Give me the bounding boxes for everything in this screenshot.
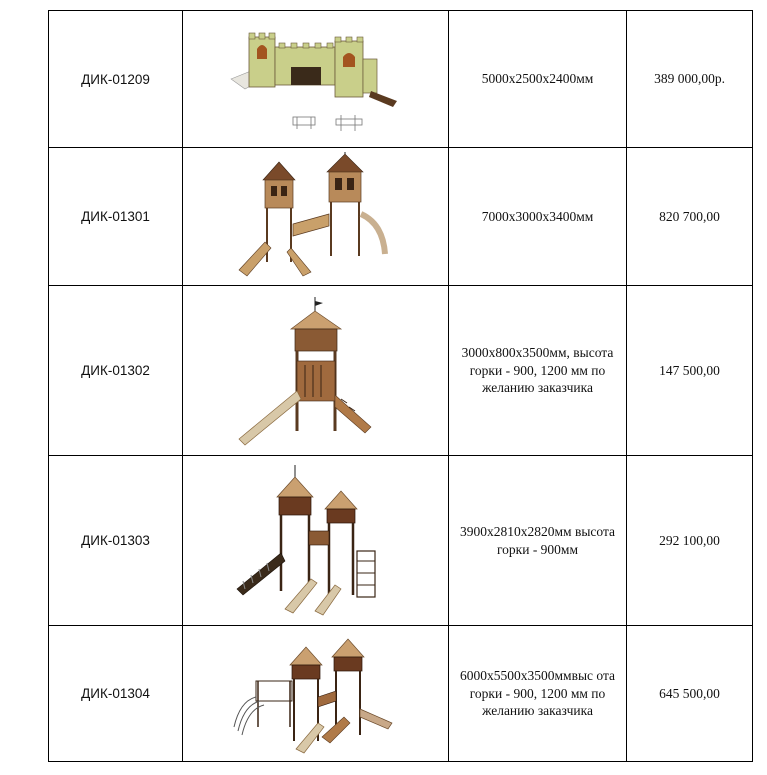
product-table [48, 10, 753, 762]
twin-tower-playground-image [231, 152, 401, 282]
product-size: 5000х2500х2400мм [449, 11, 627, 148]
product-code: ДИК-01301 [49, 148, 183, 286]
single-tower-slide-image [231, 291, 401, 451]
table-row [49, 286, 753, 456]
table-row [49, 11, 753, 148]
product-price: 389 000,00р. [627, 11, 753, 148]
castle-playground-wall-image [221, 19, 411, 139]
product-image-cell [183, 286, 449, 456]
product-price: 292 100,00 [627, 456, 753, 626]
table-row [49, 148, 753, 286]
product-size: 6000х5500х3500ммвыс ота горки - 900, 1200 мм по желанию заказчика [449, 626, 627, 762]
product-code: ДИК-01302 [49, 286, 183, 456]
product-size: 3900х2810х2820мм высота горки - 900мм [449, 456, 627, 626]
product-image-cell [183, 11, 449, 148]
product-price: 147 500,00 [627, 286, 753, 456]
product-image-cell [183, 148, 449, 286]
table-row [49, 626, 753, 762]
product-code: ДИК-01304 [49, 626, 183, 762]
product-code: ДИК-01209 [49, 11, 183, 148]
product-price: 645 500,00 [627, 626, 753, 762]
table-row [49, 456, 753, 626]
product-image-cell [183, 456, 449, 626]
product-size: 7000х3000х3400мм [449, 148, 627, 286]
product-code: ДИК-01303 [49, 456, 183, 626]
product-image-cell [183, 626, 449, 762]
product-size: 3000х800х3500мм, высота горки - 900, 1200 мм по желанию заказчика [449, 286, 627, 456]
double-tower-slide-image [231, 461, 401, 621]
playground-complex-image [226, 631, 406, 756]
product-price: 820 700,00 [627, 148, 753, 286]
